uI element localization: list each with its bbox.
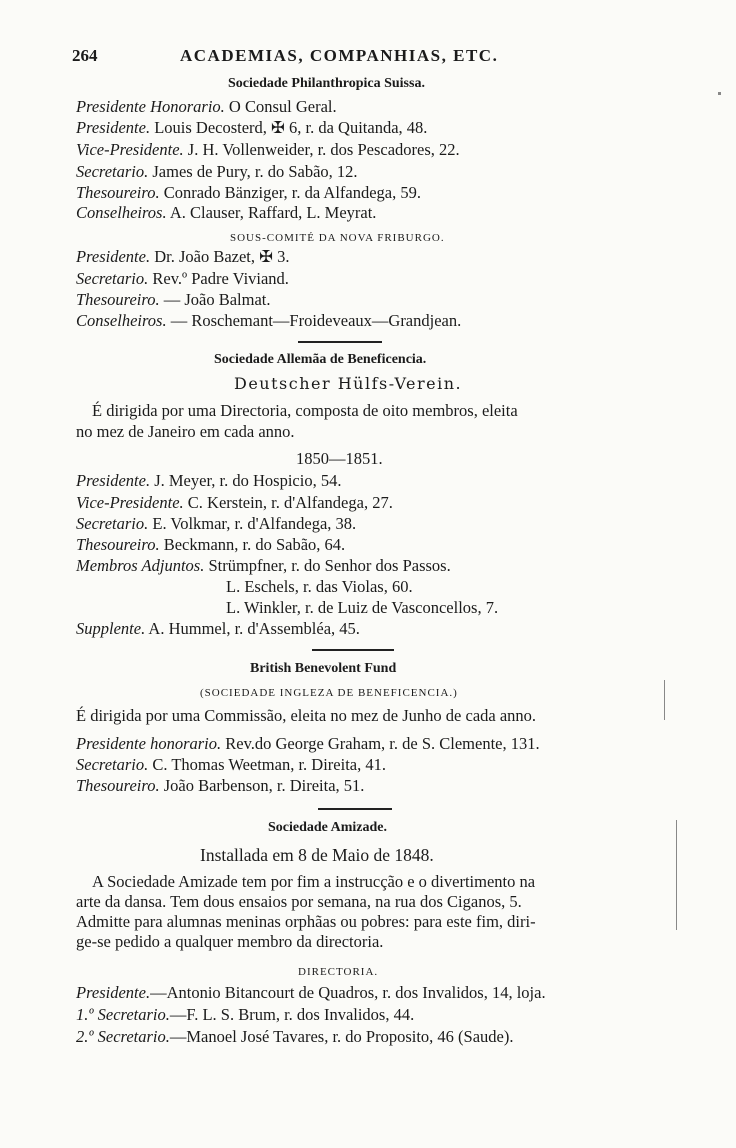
section-title-philanthropica: Sociedade Philanthropica Suissa. [228,76,425,91]
running-title: ACADEMIAS, COMPANHIAS, ETC. [180,46,499,65]
entry-label: Thesoureiro. [76,776,160,795]
entry-line [76,183,421,203]
page-number: 264 [72,46,98,65]
entry-label: Presidente. [76,471,151,490]
entry-text: Rev.do George Graham, r. de S. Clemente, 131. [221,734,540,753]
entry-label: Secretario. [76,755,149,774]
entry-label: 2.º Secretario. [76,1027,170,1046]
entry-line [76,556,451,576]
scan-mark [664,680,665,720]
paragraph-line: É dirigida por uma Commissão, eleita no mez de Junho de cada anno. [76,706,537,725]
entry-line [76,983,546,1003]
entry-text: Beckmann, r. do Sabão, 64. [159,535,346,554]
entry-label: Thesoureiro. [76,290,160,309]
entry-text: —F. L. S. Brum, r. dos Invalidos, 44. [169,1005,415,1024]
entry-continuation: L. Winkler, r. de Luiz de Vasconcellos, 7. [226,598,499,617]
german-title: Deutscher Hülfs-Verein. [234,374,463,393]
entry-line [76,535,345,555]
entry-label: 1.º Secretario. [76,1005,170,1024]
paragraph-line: A Sociedade Amizade tem por fim a instrucção e o divertimento na [92,872,536,891]
entry-label: Thesoureiro. [76,183,160,202]
entry-continuation: L. Eschels, r. das Violas, 60. [226,577,413,596]
entry-line [76,162,358,182]
entry-line [76,619,360,639]
page-header [72,46,632,70]
entry-label: Presidente. [76,247,151,266]
paragraph-line: É dirigida por uma Directoria, composta de oito membros, eleita [92,401,518,420]
entry-text: —Manoel José Tavares, r. do Proposito, 46 (Saude). [169,1027,514,1046]
entry-line [76,269,289,289]
entry-text: —Antonio Bitancourt de Quadros, r. dos Invalidos, 14, loja. [150,983,546,1002]
subsection-title: SOUS-COMITÉ DA NOVA FRIBURGO. [230,232,445,244]
section-title-allema: Sociedade Allemãa de Beneficencia. [214,352,427,367]
entry-label: Vice-Presidente. [76,140,184,159]
installation-date: Installada em 8 de Maio de 1848. [200,845,434,865]
entry-text: A. Clauser, Raffard, L. Meyrat. [166,203,377,222]
paragraph-line: no mez de Janeiro em cada anno. [76,422,295,441]
year-range: 1850—1851. [296,449,383,468]
entry-line [76,734,540,754]
section-divider [318,808,392,810]
entry-text: João Barbenson, r. Direita, 51. [159,776,365,795]
entry-label: Thesoureiro. [76,535,160,554]
entry-label: Conselheiros. [76,311,167,330]
entry-text: — Roschemant—Froideveaux—Grandjean. [166,311,462,330]
scan-mark [718,92,721,95]
paragraph-line: ge-se pedido a qualquer membro da directoria. [76,932,384,951]
section-title-amizade: Sociedade Amizade. [268,820,387,835]
paragraph-line: arte da dansa. Tem dous ensaios por semana, na rua dos Ciganos, 5. [76,892,522,911]
entry-text: E. Volkmar, r. d'Alfandega, 38. [148,514,357,533]
section-divider [298,341,382,343]
entry-line [76,97,337,117]
subsection-title: DIRECTORIA. [298,966,379,978]
entry-label: Presidente. [76,983,151,1002]
entry-line [76,247,289,267]
entry-line [76,1027,514,1047]
entry-line [76,776,364,796]
entry-label: Supplente. [76,619,146,638]
entry-label: Presidente. [76,118,151,137]
entry-label: Secretario. [76,162,149,181]
entry-label: Presidente honorario. [76,734,222,753]
entry-text: C. Thomas Weetman, r. Direita, 41. [148,755,386,774]
entry-line [76,1005,414,1025]
entry-label: Secretario. [76,514,149,533]
entry-line [76,755,386,775]
section-divider [312,649,394,651]
entry-text: Conrado Bänziger, r. da Alfandega, 59. [159,183,422,202]
entry-text: A. Hummel, r. d'Assembléa, 45. [145,619,360,638]
entry-label: Secretario. [76,269,149,288]
entry-line [76,493,393,513]
entry-line [76,290,270,310]
entry-line [76,118,427,138]
entry-text: James de Pury, r. do Sabão, 12. [148,162,358,181]
entry-line [76,311,461,331]
entry-text: Rev.º Padre Viviand. [148,269,289,288]
entry-text: C. Kerstein, r. d'Alfandega, 27. [183,493,393,512]
entry-label: Membros Adjuntos. [76,556,205,575]
entry-text: — João Balmat. [159,290,271,309]
entry-label: Conselheiros. [76,203,167,222]
entry-line [76,471,341,491]
entry-line [76,140,460,160]
subsection-title: (SOCIEDADE INGLEZA DE BENEFICENCIA.) [200,687,458,699]
entry-text: J. Meyer, r. do Hospicio, 54. [150,471,342,490]
entry-line [76,203,376,223]
paragraph-line: Admitte para alumnas meninas orphãas ou pobres: para este fim, diri- [76,912,536,931]
entry-text: O Consul Geral. [224,97,337,116]
entry-line [76,514,356,534]
entry-text: J. H. Vollenweider, r. dos Pescadores, 22. [183,140,460,159]
entry-text: Louis Decosterd, ✠ 6, r. da Quitanda, 48. [150,118,428,137]
section-title-british: British Benevolent Fund [250,661,397,676]
entry-text: Strümpfner, r. do Senhor dos Passos. [204,556,451,575]
entry-label: Vice-Presidente. [76,493,184,512]
entry-text: Dr. João Bazet, ✠ 3. [150,247,290,266]
scan-mark [676,820,677,930]
entry-label: Presidente Honorario. [76,97,225,116]
